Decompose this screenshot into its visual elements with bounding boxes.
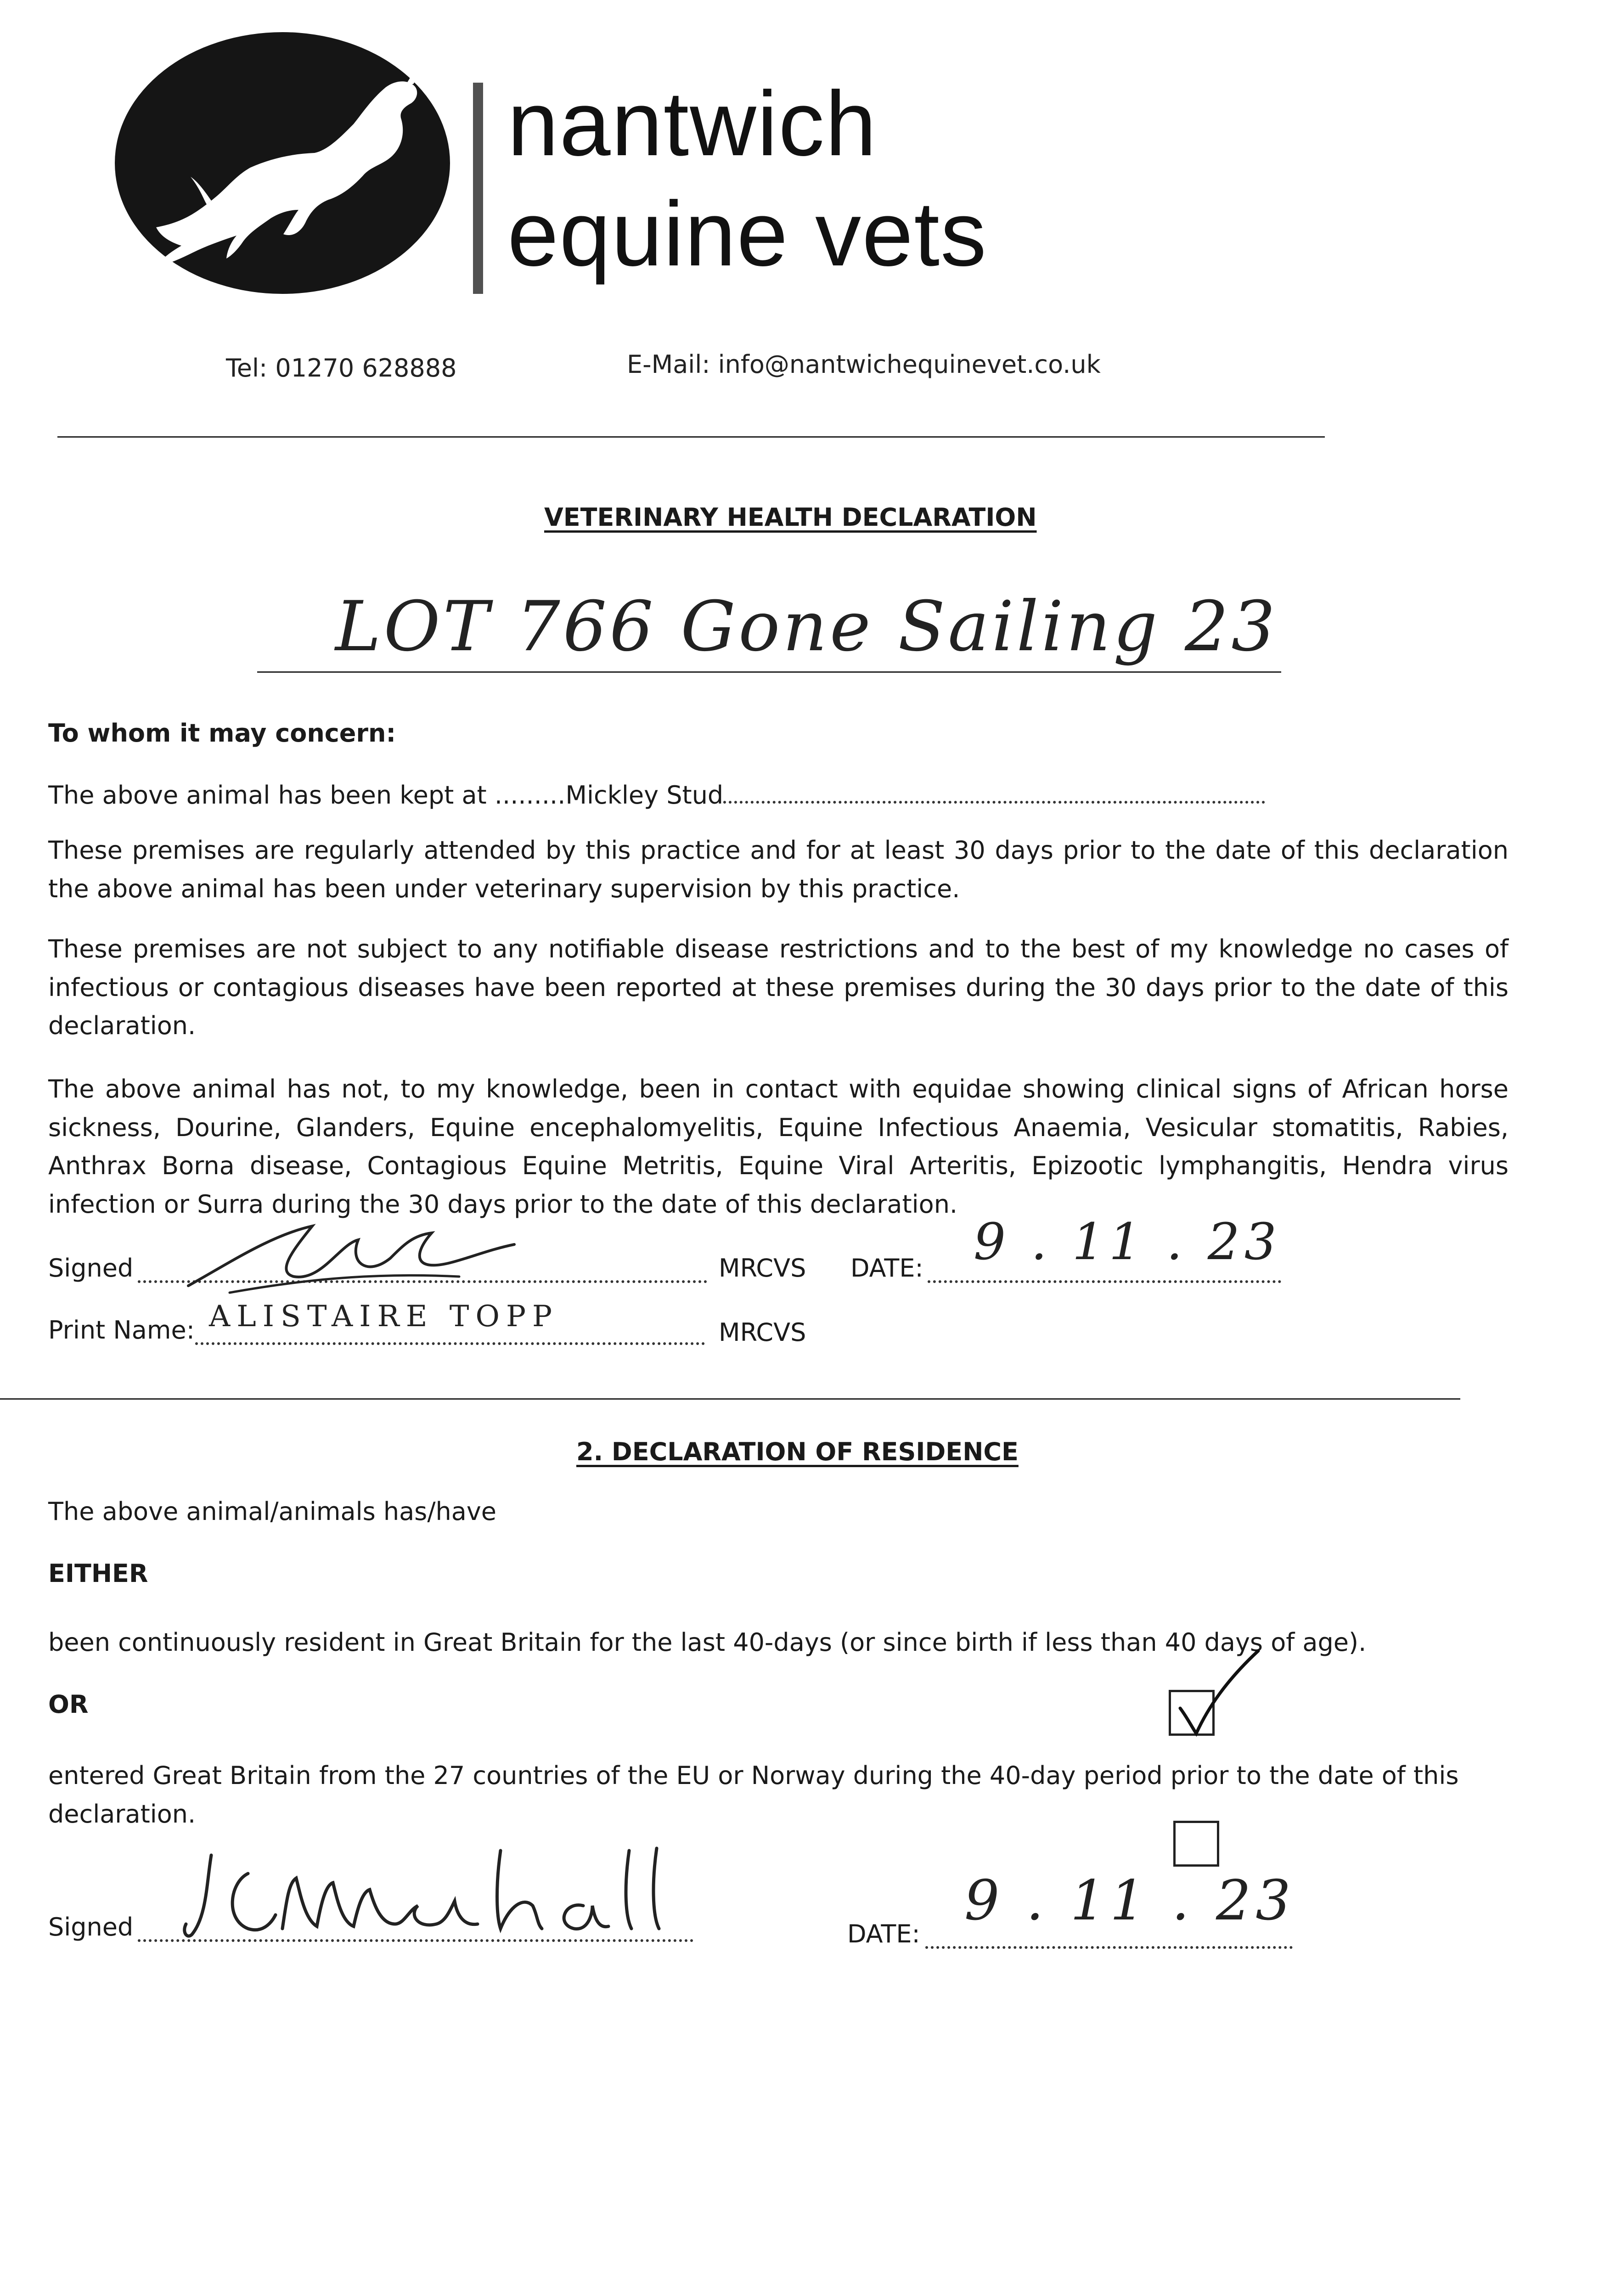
vet-mrcvs-label: MRCVS	[719, 1254, 806, 1283]
vet-signature-scribble	[175, 1208, 533, 1300]
residence-either: EITHER	[48, 1559, 148, 1588]
print-name-label: Print Name:	[48, 1316, 195, 1345]
header-rule	[57, 436, 1325, 438]
contact-tel: Tel: 01270 628888	[226, 354, 457, 383]
residence-option-1: been continuously resident in Great Britain for the last 40-days (or since birth if less than 40 days of age).	[48, 1628, 1367, 1657]
residence-option-2: entered Great Britain from the 27 countries of the EU or Norway during the 40-day period prior to the date of this declaration.	[48, 1761, 1459, 1829]
contact-email: E-Mail: info@nantwichequinevet.co.uk	[627, 350, 1101, 379]
logo	[113, 30, 452, 296]
checkmark-icon	[1166, 1644, 1263, 1740]
brand-divider	[473, 83, 483, 294]
residence-date-handwritten: 9 . 11 . 23	[964, 1869, 1295, 1933]
print-name-dots	[195, 1342, 705, 1345]
horse-name-handwritten: LOT 766 Gone Sailing 23	[335, 587, 1278, 667]
health-paragraph-3: The above animal has not, to my knowledge, been in contact with equidae showing clinical signs of African horse sickness, Dourine, Glanders, Equine encephalomyelitis, Equine Infectious Anaemia, Vesicular stomatitis, Rabies, Anthrax Borna disease, Contagious Equine Metritis, Equine Viral Arteritis, Epizootic lymphangitis, Hendra virus infection or Surra during the 30 days prior to the date of this declaration.	[48, 1075, 1509, 1219]
horse-name-underline	[257, 671, 1281, 673]
brand-line-2: equine vets	[507, 183, 987, 285]
health-declaration-title: VETERINARY HEALTH DECLARATION	[544, 503, 1037, 532]
residence-title: 2. DECLARATION OF RESIDENCE	[576, 1437, 1019, 1466]
kept-at-line	[48, 776, 1288, 815]
residence-signature-scribble	[179, 1841, 707, 1947]
vet-date-dots	[928, 1280, 1281, 1283]
print-mrcvs-label: MRCVS	[719, 1318, 806, 1347]
residence-signature	[179, 1841, 707, 1949]
vet-signature	[175, 1208, 533, 1301]
kept-at-dots	[723, 801, 1265, 804]
option-2-checkbox[interactable]	[1173, 1821, 1219, 1867]
health-paragraph-1: These premises are regularly attended by this practice and for at least 30 days prior to the date of this declaration the above animal has been under veterinary supervision by this practice.	[48, 836, 1509, 903]
residence-date-label: DATE:	[847, 1919, 920, 1948]
residence-intro: The above animal/animals has/have	[48, 1497, 497, 1526]
print-name-handwritten: ALISTAIRE TOPP	[209, 1300, 559, 1334]
vet-signed-label: Signed	[48, 1254, 134, 1283]
option-1-checkmark	[1166, 1644, 1263, 1742]
salutation: To whom it may concern:	[48, 719, 396, 748]
brand-line-1: nantwich	[507, 73, 878, 175]
vet-date-label: DATE:	[850, 1254, 923, 1283]
residence-date-dots	[925, 1946, 1293, 1949]
health-paragraph-2: These premises are not subject to any notifiable disease restrictions and to the best of my knowledge no cases of infectious or contagious diseases have been reported at these premises during the 30 days prior to the date of this declaration.	[48, 934, 1509, 1041]
kept-at-place: Mickley Stud	[565, 781, 724, 810]
vet-date-handwritten: 9 . 11 . 23	[974, 1212, 1281, 1271]
jumping-horse-circle-logo	[113, 30, 452, 296]
kept-at-prefix: The above animal has been kept at .........	[48, 781, 566, 810]
section-rule	[0, 1398, 1460, 1400]
residence-or: OR	[48, 1690, 89, 1719]
residence-signed-label: Signed	[48, 1913, 134, 1941]
